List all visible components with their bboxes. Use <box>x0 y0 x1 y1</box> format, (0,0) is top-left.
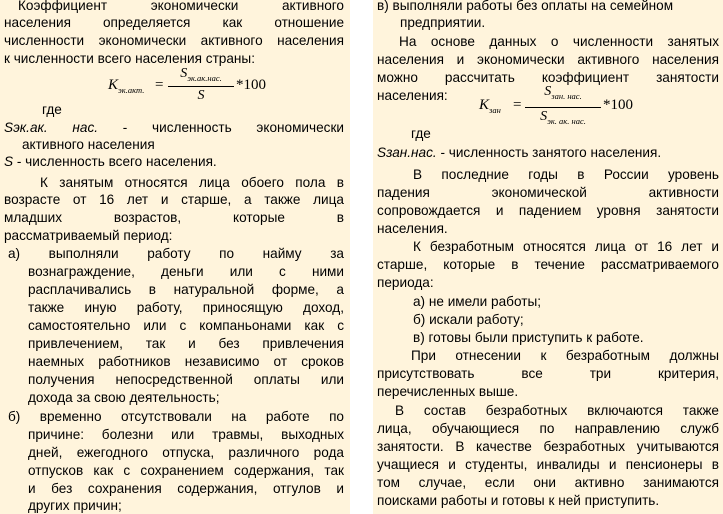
text-line: К занятым относятся лица обоего пола в <box>40 175 344 190</box>
formula-numerator: $S_{зан. нас.}$ <box>544 84 582 101</box>
text-line: рассматриваемый период: <box>4 228 173 243</box>
formula-equals: = <box>155 77 164 93</box>
text-line: старше, которые в течение рассматриваемого <box>377 257 719 272</box>
formula-equals: = <box>513 97 522 113</box>
list-item-b: других причин; <box>28 498 122 513</box>
definition-line: Sэк.ак. нас. - численность экономически <box>4 120 344 135</box>
formula-lhs: $K_{зан}$ <box>479 97 501 115</box>
definition-line: активного населения <box>22 137 155 152</box>
list-item-b: отпусков как с сохранением содержания, так <box>28 463 344 478</box>
text-line: возрасте от 16 лет и старше, а также лица <box>4 192 344 207</box>
fraction-bar <box>525 107 601 108</box>
right-column <box>373 0 723 514</box>
criteria-item: в) готовы были приступить к работе. <box>413 330 644 345</box>
text-line: лица, обучающиеся по направлению служб <box>377 421 719 436</box>
text-line: учащиеся и студенты, инвалиды и пенсионеры в <box>377 457 719 472</box>
list-item-a: дохода за свою деятельность; <box>28 390 220 405</box>
text-line: численности экономически активного населения <box>4 33 344 48</box>
text-line: В состав безработных включаются также <box>395 403 719 418</box>
text-line: населения и экономически активного населения <box>377 52 719 67</box>
text-line: том случае, если они активно занимаются <box>377 475 719 490</box>
text-line: населения: <box>377 88 448 103</box>
text-line: На основе данных о численности занятых <box>399 34 719 49</box>
employment-rate-formula <box>479 82 639 134</box>
formula-multiplier: *100 <box>236 77 266 93</box>
criteria-item: а) не имели работы; <box>413 294 541 309</box>
definition-line: Sзан.нас. - численность занятого населения. <box>377 145 662 160</box>
list-item-a: самостоятельно или с компаньонами как с <box>28 318 344 333</box>
text-line: присутствовать все три критерия, <box>377 366 719 381</box>
text-line: поисками работы и готовы к ней приступить. <box>377 493 660 508</box>
list-item-v: в) выполняли работы без оплаты на семейном <box>377 0 674 13</box>
text-line: к численности всего населения страны: <box>4 51 255 66</box>
list-item-b: дней, ежегодного отпуска, различного рода <box>28 445 344 460</box>
definition-line: S - численность всего населения. <box>4 154 217 169</box>
formula-denominator: $S_{эк. ак. нас.}$ <box>540 109 586 126</box>
text-line: населения определяется как отношение <box>4 15 344 30</box>
list-item-a: получения непосредственной оплаты или <box>28 372 344 387</box>
text-line: можно рассчитать коэффициент занятости <box>377 70 719 85</box>
formula-numerator: $S_{эк.ак.нас.}$ <box>180 66 222 83</box>
text-line: периода: <box>377 275 434 290</box>
list-item-a: расплачивались в натуральной форме, а <box>28 282 344 297</box>
formula-denominator: S <box>197 88 205 103</box>
text-line: Коэффициент экономически активного <box>18 0 344 13</box>
fraction-bar <box>168 86 234 87</box>
text-line: младших возрастов, которые в <box>4 210 344 225</box>
formula-multiplier: *100 <box>603 97 633 113</box>
list-item-a: также иную работу, приносящую доход, <box>28 300 344 315</box>
text-line: К безработным относятся лица от 16 лет и <box>413 239 719 254</box>
where-label: где <box>42 102 62 117</box>
text-line: В последние годы в России уровень <box>413 167 719 182</box>
formula-lhs: $K_{эк.акт.}$ <box>108 77 145 95</box>
list-item-a: а) выполняли работу по найму за <box>8 246 344 261</box>
text-line: занятости. В качестве безработных учитываются <box>377 439 719 454</box>
list-item-b: причине: болезни или травмы, выходных <box>28 427 344 442</box>
list-item-b: и без сохранения содержания, отгулов и <box>28 481 344 496</box>
list-item-a: привлечением, так и без привлечения <box>28 336 344 351</box>
list-item-v: предприятии. <box>400 15 486 30</box>
where-label: где <box>411 126 431 141</box>
text-line: перечисленных выше. <box>377 384 519 399</box>
left-column <box>0 0 350 514</box>
text-line: падения экономической активности <box>377 185 719 200</box>
criteria-item: б) искали работу; <box>413 312 524 327</box>
text-line: сопровождается и падением уровня занятости <box>377 203 719 218</box>
list-item-a: вознаграждение, деньги или с ними <box>28 264 344 279</box>
list-item-b: б) временно отсутствовали на работе по <box>8 409 344 424</box>
list-item-a: наемных работников независимо от сроков <box>28 354 344 369</box>
text-line: При отнесении к безработным должны <box>411 348 719 363</box>
activity-rate-formula <box>108 66 268 106</box>
text-line: населения. <box>377 221 448 236</box>
